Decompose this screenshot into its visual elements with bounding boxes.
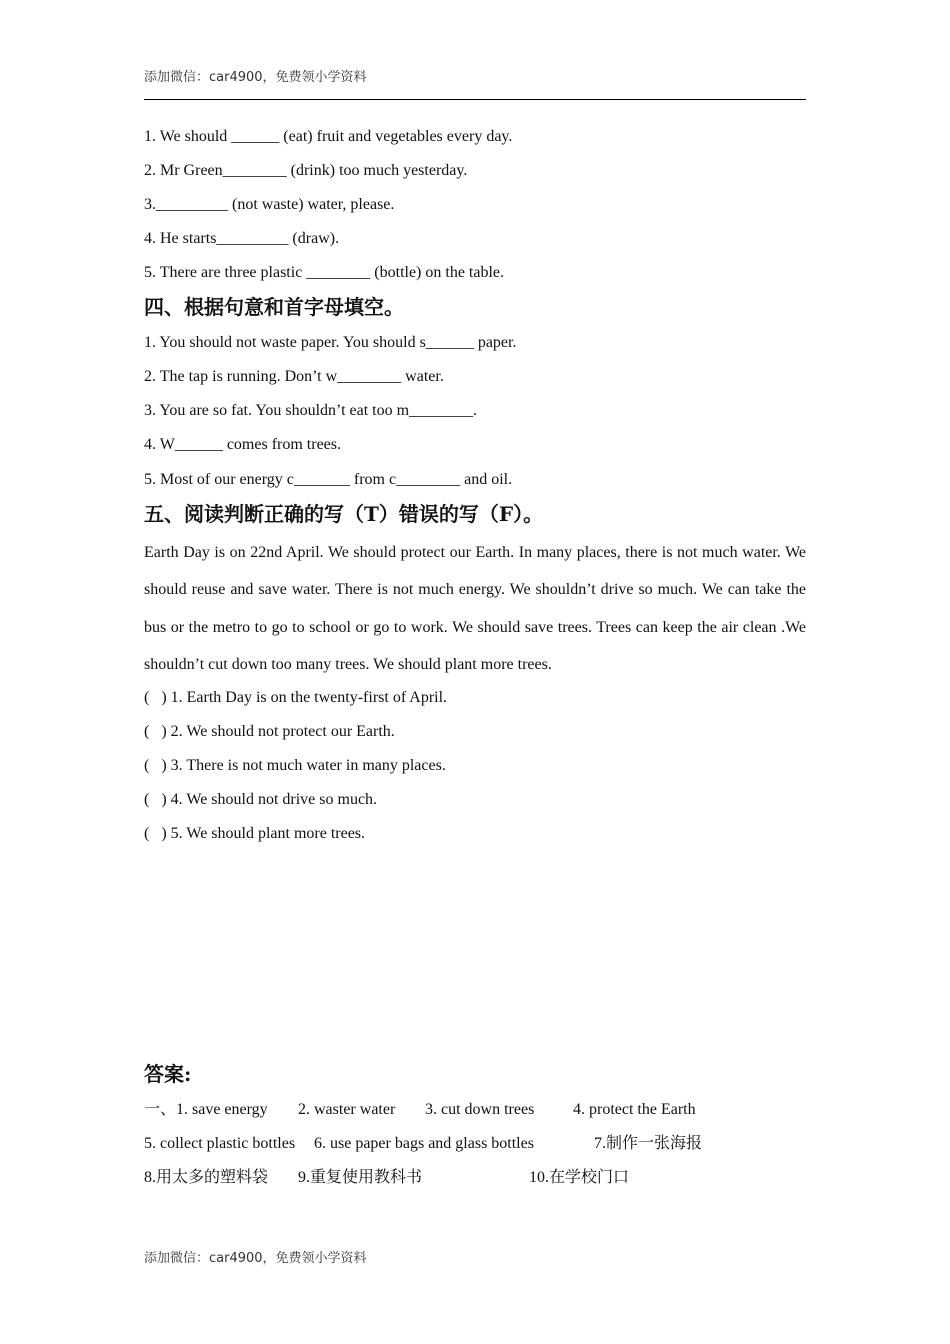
- exercise-4-item-5: 5. Most of our energy c_______ from c________ and oil.: [144, 471, 513, 488]
- answer-2: 2. waster water: [298, 1101, 396, 1118]
- answer-1: 一、1. save energy: [144, 1101, 268, 1118]
- section-4-heading: 四、根据句意和首字母填空。: [144, 295, 404, 319]
- answer-7: 7.制作一张海报: [594, 1135, 703, 1152]
- judgement-item-1: ( ) 1. Earth Day is on the twenty-first of April.: [144, 689, 448, 706]
- answer-10: 10.在学校门口: [529, 1169, 630, 1186]
- judgement-item-3: ( ) 3. There is not much water in many places.: [144, 757, 446, 774]
- exercise-3-item-5: 5. There are three plastic ________ (bottle) on the table.: [144, 264, 505, 281]
- exercise-3-item-3: 3._________ (not waste) water, please.: [144, 196, 395, 213]
- answer-8: 8.用太多的塑料袋: [144, 1169, 269, 1186]
- answer-9: 9.重复使用教科书: [298, 1169, 423, 1186]
- exercise-4-item-1: 1. You should not waste paper. You should s______ paper.: [144, 334, 517, 351]
- judgement-item-4: ( ) 4. We should not drive so much.: [144, 791, 378, 808]
- footer-watermark-text: 添加微信：car4900，免费领小学资料: [144, 1251, 367, 1266]
- answer-4: 4. protect the Earth: [573, 1101, 696, 1118]
- exercise-3-item-1: 1. We should ______ (eat) fruit and vegetables every day.: [144, 128, 513, 145]
- section-5-heading: 五、阅读判断正确的写（T）错误的写（F）。: [144, 502, 544, 526]
- exercise-4-item-3: 3. You are so fat. You shouldn’t eat too m________.: [144, 402, 478, 419]
- answer-5: 5. collect plastic bottles: [144, 1135, 296, 1152]
- answers-heading: 答案:: [144, 1062, 192, 1086]
- exercise-4-item-4: 4. W______ comes from trees.: [144, 436, 341, 453]
- header-divider: [144, 99, 806, 100]
- answer-3: 3. cut down trees: [425, 1101, 535, 1118]
- reading-passage: Earth Day is on 22nd April. We should protect our Earth. In many places, there is not much water. We should reuse and save water. There is not much energy. We shouldn’t drive so much. We can take the bus or the metro to go to school or go to work. We should save trees. Trees can keep the air clean .We shouldn’t cut down too many trees. We should plant more trees.: [144, 544, 806, 674]
- answer-6: 6. use paper bags and glass bottles: [314, 1135, 534, 1152]
- header-watermark-text: 添加微信：car4900，免费领小学资料: [144, 70, 367, 85]
- judgement-item-2: ( ) 2. We should not protect our Earth.: [144, 723, 395, 740]
- exercise-3-item-2: 2. Mr Green________ (drink) too much yesterday.: [144, 162, 468, 179]
- exercise-3-item-4: 4. He starts_________ (draw).: [144, 230, 340, 247]
- exercise-4-item-2: 2. The tap is running. Don’t w________ water.: [144, 368, 444, 385]
- judgement-item-5: ( ) 5. We should plant more trees.: [144, 825, 366, 842]
